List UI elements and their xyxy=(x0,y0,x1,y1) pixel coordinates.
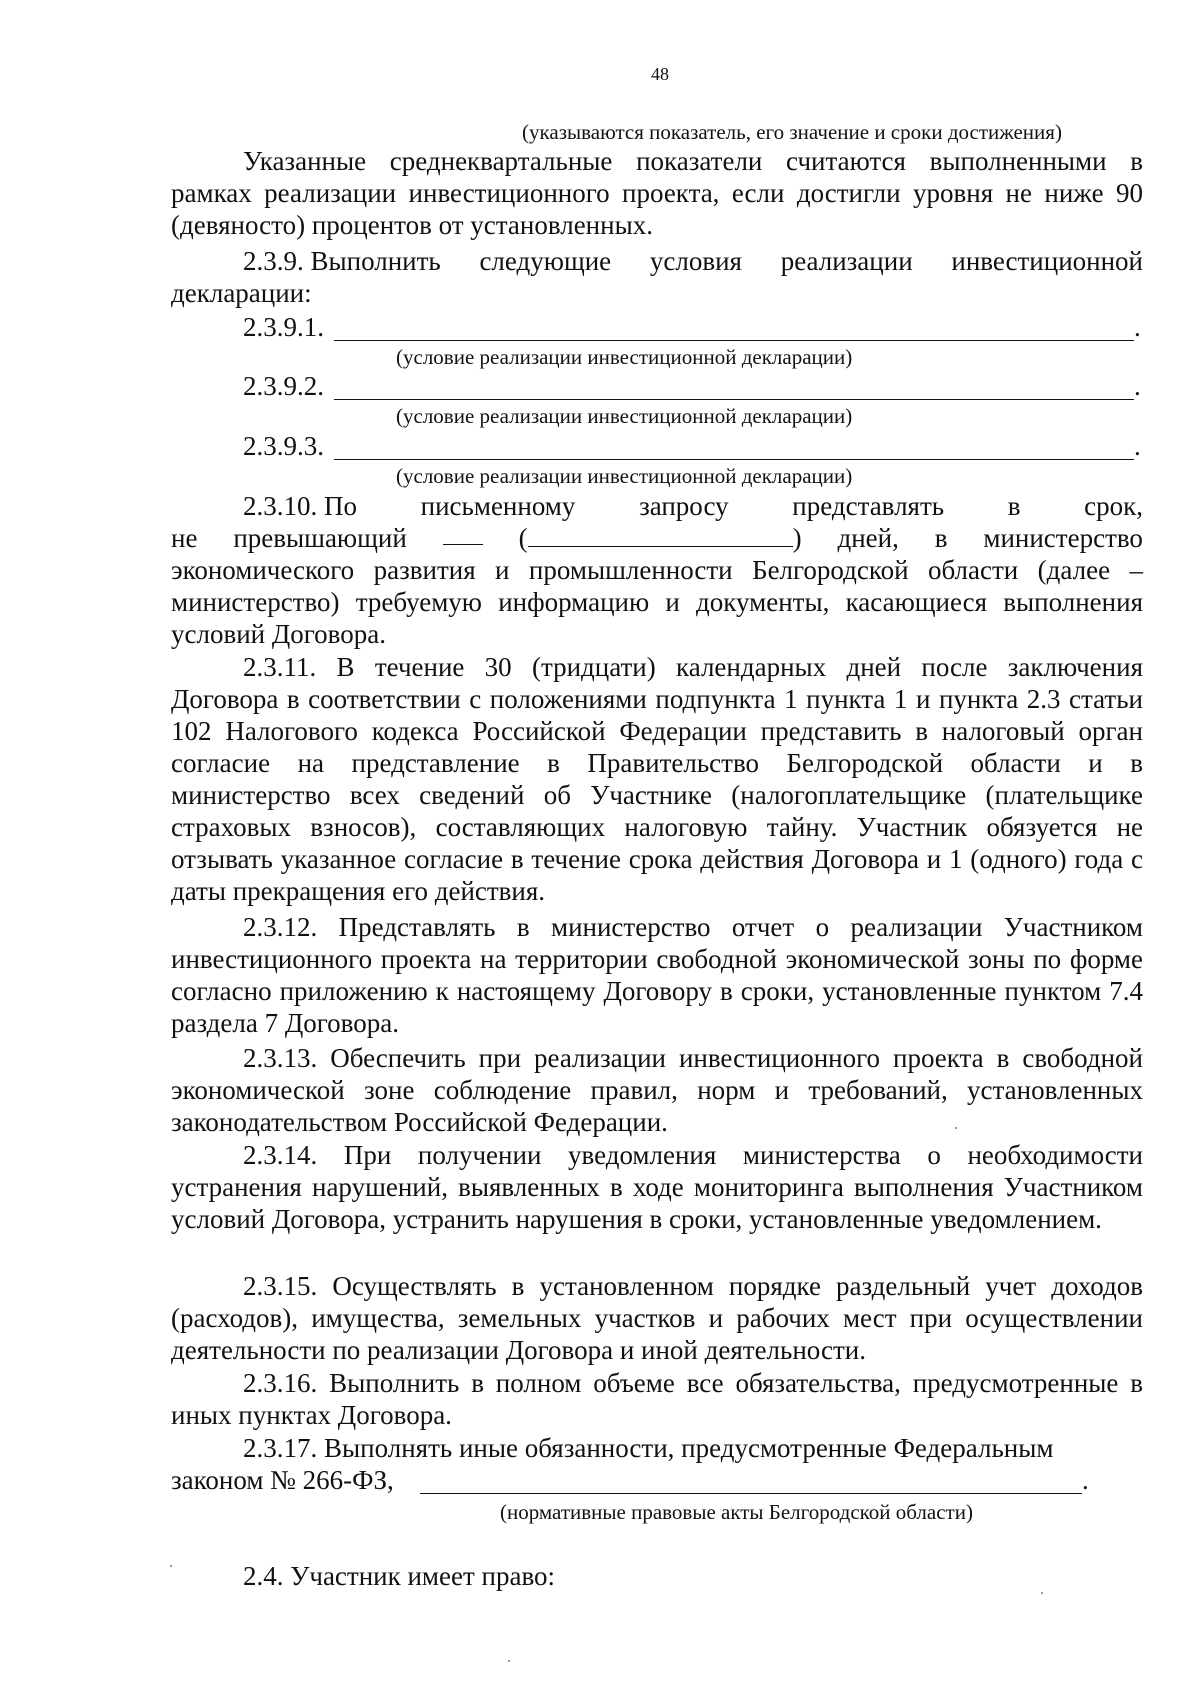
text: превышающий xyxy=(233,523,407,553)
paragraph-2-3-10-rest: экономического развития и промышленности Белгородской области (далее – министерство) требуемую информацию и документы, касающиеся выполнения условий Договора. xyxy=(171,555,1143,649)
text: ) xyxy=(792,523,802,553)
paragraph-indicators: Указанные среднеквартальные показатели считаются выполненными в рамках реализации инвестиционного проекта, если достигли уровня не ниже 90 (девяносто) процентов от установленных. xyxy=(171,146,1143,240)
paragraph-2-3-11: 2.3.11. В течение 30 (тридцати) календарных дней после заключения Договора в соответствии с положениями подпункта 1 пункта 1 и пункта 2.3 статьи 102 Налогового кодекса Российской Федерации представить в налоговый орган согласие на представление в Правительство Белгородской области и в министерство всех сведений об Участнике (налогоплательщике (плательщике страховых взносов), составляющих налоговую тайну. Участник обязуется не отзывать указанное согласие в течение срока действия Договора и 1 (одного) года с даты прекращения его действия. xyxy=(171,652,1143,906)
text: реализации xyxy=(780,246,913,276)
text: в xyxy=(934,523,948,553)
paragraph-2-3-9-line2: декларации: xyxy=(171,278,312,308)
fill-in-line xyxy=(334,459,1134,460)
sub-item-caption: (условие реализации инвестиционной декларации) xyxy=(396,404,853,428)
line-end: . xyxy=(1134,371,1141,401)
scan-speck xyxy=(508,1660,510,1662)
fill-in-line xyxy=(420,1493,1082,1494)
text: 2.3.9. Выполнить xyxy=(243,246,441,276)
text: не xyxy=(171,523,198,553)
text: 2.3.10. По xyxy=(243,491,357,521)
paragraph-2-3-17-line1: 2.3.17. Выполнять иные обязанности, предусмотренные Федеральным xyxy=(243,1433,1054,1463)
caption-indicators: (указываются показатель, его значение и сроки достижения) xyxy=(522,120,1062,144)
text: срок, xyxy=(1084,491,1143,521)
fill-in-line xyxy=(334,340,1134,341)
parenthesized-blank xyxy=(519,522,802,554)
text: в xyxy=(1007,491,1021,521)
paragraph-2-3-12: 2.3.12. Представлять в министерство отчет о реализации Участником инвестиционного проекта на территории свободной экономической зоны по форме согласно приложению к настоящему Договору в сроки, установленные пунктом 7.4 раздела 7 Договора. xyxy=(171,912,1143,1038)
text: министерство xyxy=(983,523,1143,553)
paragraph-2-3-14: 2.3.14. При получении уведомления министерства о необходимости устранения нарушений, выявленных в ходе мониторинга выполнения Участником условий Договора, устранить нарушения в сроки, установленные уведомлением. xyxy=(171,1140,1143,1234)
fill-in-blank xyxy=(443,522,483,545)
text: письменному xyxy=(420,491,576,521)
fill-in-blank xyxy=(528,524,793,547)
paragraph-2-3-16: 2.3.16. Выполнить в полном объеме все обязательства, предусмотренные в иных пунктах Договора. xyxy=(171,1368,1143,1430)
sub-item-caption: (условие реализации инвестиционной декларации) xyxy=(396,464,853,488)
text: представлять xyxy=(792,491,945,521)
text: условия xyxy=(649,246,742,276)
fill-in-line xyxy=(334,399,1134,400)
scan-speck xyxy=(170,1565,172,1567)
sub-item-number: 2.3.9.2. xyxy=(243,371,324,401)
text: инвестиционной xyxy=(951,246,1143,276)
caption-regional-acts: (нормативные правовые акты Белгородской области) xyxy=(500,1500,973,1524)
paragraph-2-3-9-line1 xyxy=(171,245,1143,277)
text: следующие xyxy=(479,246,612,276)
sub-item-caption: (условие реализации инвестиционной декларации) xyxy=(396,345,853,369)
paragraph-2-3-17-line2: законом № 266-ФЗ, xyxy=(171,1465,394,1495)
line-end: . xyxy=(1134,312,1141,342)
scan-speck xyxy=(1041,1592,1043,1594)
line-end: . xyxy=(1082,1465,1089,1495)
paragraph-2-3-13: 2.3.13. Обеспечить при реализации инвестиционного проекта в свободной экономической зоне соблюдение правил, норм и требований, установленных законодательством Российской Федерации. xyxy=(171,1043,1143,1137)
line-end: . xyxy=(1134,431,1141,461)
paragraph-2-4: 2.4. Участник имеет право: xyxy=(243,1561,556,1591)
paragraph-2-3-15: 2.3.15. Осуществлять в установленном порядке раздельный учет доходов (расходов), имущества, земельных участков и рабочих мест при осуществлении деятельности по реализации Договора и иной деятельности. xyxy=(171,1271,1143,1365)
sub-item-number: 2.3.9.1. xyxy=(243,312,324,342)
paragraph-2-3-10-line1 xyxy=(171,490,1143,522)
page-number: 48 xyxy=(651,64,669,84)
text: дней, xyxy=(837,523,899,553)
text: запросу xyxy=(639,491,729,521)
scan-speck xyxy=(955,1127,957,1129)
paragraph-2-3-10-line2 xyxy=(171,522,1143,554)
sub-item-number: 2.3.9.3. xyxy=(243,431,324,461)
text: ( xyxy=(518,523,528,553)
